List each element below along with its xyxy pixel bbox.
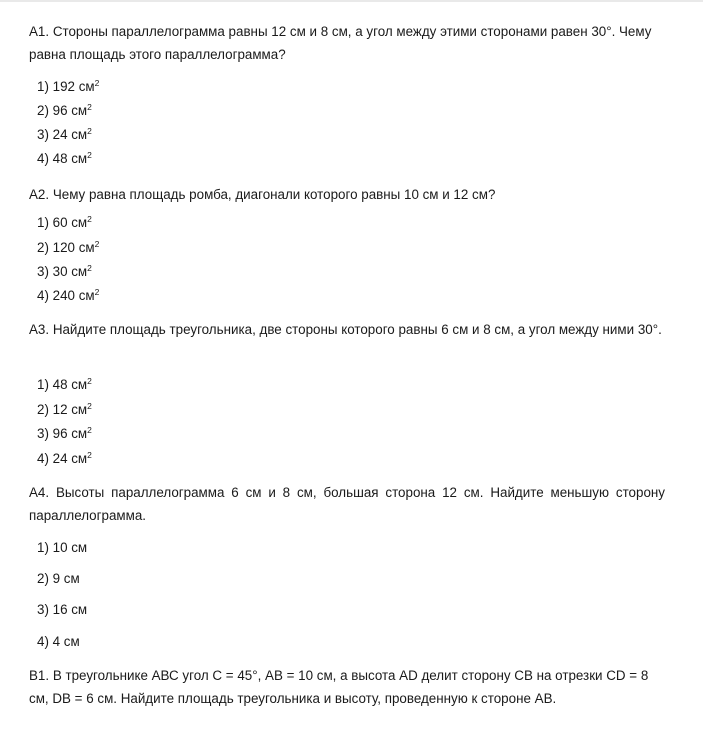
answer-option[interactable]	[37, 375, 92, 395]
option-superscript: 2	[87, 401, 92, 411]
top-divider	[0, 0, 703, 2]
option-text: 2) 120 см	[37, 240, 95, 255]
option-text: 4) 4 см	[37, 634, 80, 649]
option-text: 3) 16 см	[37, 602, 88, 617]
option-text: 2) 9 см	[37, 571, 80, 586]
option-text: 1) 10 см	[37, 540, 88, 555]
option-text: 1) 48 см	[37, 377, 88, 392]
option-text: 1) 192 см	[37, 79, 95, 94]
question-a2-text: А2. Чему равна площадь ромба, диагонали которого равны 10 см и 12 см?	[29, 187, 496, 202]
option-superscript: 2	[87, 450, 92, 460]
option-text: 3) 96 см	[37, 426, 88, 441]
option-text: 1) 60 см	[37, 215, 88, 230]
option-superscript: 2	[94, 239, 100, 249]
answer-option[interactable]	[37, 213, 92, 233]
option-text: 3) 30 см	[37, 264, 88, 279]
answer-option[interactable]	[37, 569, 80, 589]
option-text: 3) 24 см	[37, 127, 88, 142]
question-a3-text: А3. Найдите площадь треугольника, две стороны которого равны 6 см и 8 см, а угол между ними 30°.	[29, 322, 662, 337]
answer-option[interactable]	[37, 77, 99, 97]
answer-option[interactable]	[37, 449, 92, 469]
option-superscript: 2	[94, 287, 100, 297]
answer-option[interactable]	[37, 600, 87, 620]
option-superscript: 2	[87, 150, 92, 160]
option-superscript: 2	[94, 78, 100, 88]
question-a4-text: А4. Высоты параллелограмма 6 см и 8 см, большая сторона 12 см. Найдите меньшую сторону параллелограмма.	[29, 485, 665, 523]
answer-option[interactable]	[37, 538, 87, 558]
option-text: 4) 240 см	[37, 288, 95, 303]
answer-option[interactable]	[37, 101, 92, 121]
option-superscript: 2	[87, 102, 92, 112]
answer-option[interactable]	[37, 149, 92, 169]
option-superscript: 2	[87, 376, 92, 386]
option-superscript: 2	[87, 263, 92, 273]
question-b1-text: В1. В треугольнике АВС угол С = 45°, АВ = 10 см, а высота AD делит сторону СВ на отрезки CD = 8 см, DB = 6 см. Найдите площадь треугольника и высоту, проведенную к стороне АВ.	[29, 668, 649, 706]
option-superscript: 2	[87, 214, 92, 224]
answer-option[interactable]	[37, 400, 92, 420]
option-text: 2) 96 см	[37, 103, 88, 118]
option-superscript: 2	[87, 126, 92, 136]
answer-option[interactable]	[37, 262, 92, 282]
answer-option[interactable]	[37, 632, 80, 652]
answer-option[interactable]	[37, 125, 92, 145]
option-text: 4) 48 см	[37, 151, 88, 166]
answer-option[interactable]	[37, 424, 92, 444]
question-a1-text: А1. Стороны параллелограмма равны 12 см и 8 см, а угол между этими сторонами равен 30°. Чему равна площадь этого параллелограмма?	[29, 24, 652, 62]
answer-option[interactable]	[37, 286, 99, 306]
option-text: 4) 24 см	[37, 451, 88, 466]
option-text: 2) 12 см	[37, 402, 88, 417]
answer-option[interactable]	[37, 238, 99, 258]
option-superscript: 2	[87, 425, 92, 435]
